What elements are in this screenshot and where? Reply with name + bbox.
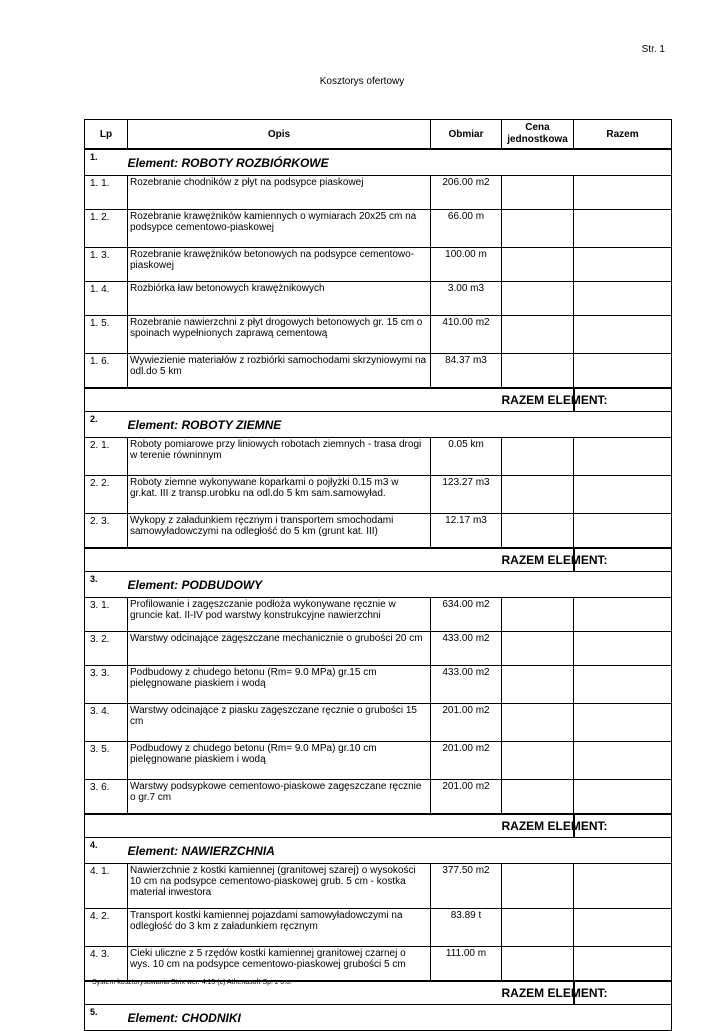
table-row [85,704,672,742]
table-row [85,780,672,815]
razem-label: RAZEM ELEMENT: [502,981,574,1005]
item-razem [574,354,672,389]
element-row [85,1005,672,1031]
item-obmiar: 201.00 m2 [431,742,502,780]
item-cena [502,909,574,947]
item-obmiar: 100.00 m [431,248,502,282]
item-obmiar: 111.00 m [431,947,502,982]
item-cena [502,514,574,549]
item-obmiar: 634.00 m2 [431,598,502,632]
table-row [85,514,672,549]
item-obmiar: 123.27 m3 [431,476,502,514]
item-razem [574,282,672,316]
item-obmiar: 433.00 m2 [431,666,502,704]
item-opis: Wywiezienie materiałów z rozbiórki samochodami skrzyniowymi na odl.do 5 km [128,354,431,389]
item-opis: Transport kostki kamiennej pojazdami samowyładowczymi na odległość do 3 km z załadunkiem ręcznym [128,909,431,947]
razem-label: RAZEM ELEMENT: [502,814,574,838]
element-row [85,838,672,864]
item-opis: Warstwy podsypkowe cementowo-piaskowe zagęszczane ręcznie o gr.7 cm [128,780,431,815]
item-cena [502,210,574,248]
item-opis: Warstwy odcinające zagęszczane mechanicznie o grubości 20 cm [128,632,431,666]
item-obmiar: 201.00 m2 [431,780,502,815]
item-opis: Rozebranie nawierzchni z płyt drogowych betonowych gr. 15 cm o spoinach wypełnionych zaprawą cementową [128,316,431,354]
footer-text: System kosztorysowania Strix wer. 4.15 (c) Athenasoft Sp. z o.o. [92,979,292,986]
item-razem [574,476,672,514]
item-razem [574,704,672,742]
element-name: Element: ROBOTY ZIEMNE [128,412,672,438]
element-number: 5. [85,1005,128,1031]
item-cena [502,704,574,742]
item-cena [502,780,574,815]
item-lp: 3. 6. [85,780,128,815]
item-lp: 2. 2. [85,476,128,514]
table-row [85,742,672,780]
item-cena [502,742,574,780]
item-razem [574,248,672,282]
table-row [85,282,672,316]
item-razem [574,909,672,947]
table-row [85,176,672,210]
razem-gap [85,814,502,838]
item-razem [574,864,672,909]
razem-element-row [85,548,672,572]
item-opis: Roboty ziemne wykonywane koparkami o pojłyżki 0.15 m3 w gr.kat. III z transp.urobku na odl.do 5 km sam.samowyład. [128,476,431,514]
element-row [85,149,672,176]
item-opis: Profilowanie i zagęszczanie podłoża wykonywane ręcznie w gruncie kat. II-IV pod warstwy konstrukcyjne nawierzchni [128,598,431,632]
item-cena [502,476,574,514]
element-number: 2. [85,412,128,438]
item-cena [502,864,574,909]
item-lp: 4. 3. [85,947,128,982]
item-razem [574,176,672,210]
element-row [85,412,672,438]
item-lp: 1. 1. [85,176,128,210]
item-lp: 3. 1. [85,598,128,632]
item-cena [502,438,574,476]
item-obmiar: 3.00 m3 [431,282,502,316]
element-number: 1. [85,149,128,176]
item-opis: Rozbiórka ław betonowych krawężnikowych [128,282,431,316]
item-cena [502,947,574,982]
item-lp: 3. 5. [85,742,128,780]
item-opis: Podbudowy z chudego betonu (Rm= 9.0 MPa) gr.15 cm pielęgnowane piaskiem i wodą [128,666,431,704]
table-row [85,316,672,354]
header-cena: Cena jednostkowa [502,120,574,150]
item-opis: Cieki uliczne z 5 rzędów kostki kamiennej granitowej czarnej o wys. 10 cm na podsypce cementowo-piaskowej grubości 5 cm [128,947,431,982]
item-lp: 1. 6. [85,354,128,389]
item-obmiar: 201.00 m2 [431,704,502,742]
header-obmiar: Obmiar [431,120,502,150]
item-razem [574,514,672,549]
table-row [85,438,672,476]
item-lp: 3. 3. [85,666,128,704]
item-obmiar: 84.37 m3 [431,354,502,389]
razem-label: RAZEM ELEMENT: [502,388,574,412]
item-cena [502,176,574,210]
item-obmiar: 66.00 m [431,210,502,248]
item-obmiar: 206.00 m2 [431,176,502,210]
item-obmiar: 433.00 m2 [431,632,502,666]
cost-estimate-table [84,119,672,1031]
item-lp: 3. 2. [85,632,128,666]
item-opis: Podbudowy z chudego betonu (Rm= 9.0 MPa) gr.10 cm pielęgnowane piaskiem i wodą [128,742,431,780]
razem-gap [85,388,502,412]
item-cena [502,632,574,666]
item-razem [574,742,672,780]
razem-gap [85,548,502,572]
item-cena [502,282,574,316]
item-razem [574,666,672,704]
item-cena [502,354,574,389]
table-row [85,632,672,666]
razem-label: RAZEM ELEMENT: [502,548,574,572]
item-razem [574,598,672,632]
element-name: Element: PODBUDOWY [128,572,672,598]
table-row [85,666,672,704]
element-number: 3. [85,572,128,598]
item-cena [502,248,574,282]
item-opis: Rozebranie krawężników betonowych na podsypce cementowo-piaskowej [128,248,431,282]
item-obmiar: 0.05 km [431,438,502,476]
item-razem [574,438,672,476]
item-lp: 1. 2. [85,210,128,248]
item-cena [502,598,574,632]
table-header-row [85,120,672,150]
header-opis: Opis [128,120,431,150]
item-opis: Roboty pomiarowe przy liniowych robotach ziemnych - trasa drogi w terenie równinnym [128,438,431,476]
header-razem: Razem [574,120,672,150]
item-razem [574,632,672,666]
item-opis: Rozebranie krawężników kamiennych o wymiarach 20x25 cm na podsypce cementowo-piaskowej [128,210,431,248]
item-lp: 4. 2. [85,909,128,947]
item-lp: 4. 1. [85,864,128,909]
item-razem [574,210,672,248]
item-obmiar: 410.00 m2 [431,316,502,354]
item-lp: 2. 3. [85,514,128,549]
item-lp: 1. 5. [85,316,128,354]
element-number: 4. [85,838,128,864]
table-row [85,598,672,632]
item-opis: Warstwy odcinające z piasku zagęszczane ręcznie o grubości 15 cm [128,704,431,742]
table-row [85,947,672,982]
item-razem [574,316,672,354]
item-lp: 1. 4. [85,282,128,316]
item-lp: 2. 1. [85,438,128,476]
table-row [85,476,672,514]
element-name: Element: ROBOTY ROZBIÓRKOWE [128,149,672,176]
item-opis: Wykopy z załadunkiem ręcznym i transportem smochodami samowyładowczymi na odległość do 5 km (grunt kat. III) [128,514,431,549]
table-row [85,354,672,389]
item-obmiar: 83.89 t [431,909,502,947]
item-obmiar: 12.17 m3 [431,514,502,549]
item-cena [502,666,574,704]
item-obmiar: 377.50 m2 [431,864,502,909]
table-row [85,864,672,909]
table-row [85,248,672,282]
element-row [85,572,672,598]
page-number: Str. 1 [641,44,665,55]
item-lp: 3. 4. [85,704,128,742]
razem-element-row [85,388,672,412]
item-cena [502,316,574,354]
element-name: Element: NAWIERZCHNIA [128,838,672,864]
item-razem [574,947,672,982]
item-opis: Rozebranie chodników z płyt na podsypce piaskowej [128,176,431,210]
item-razem [574,780,672,815]
document-title: Kosztorys ofertowy [319,76,405,87]
table-row [85,210,672,248]
header-lp: Lp [85,120,128,150]
item-lp: 1. 3. [85,248,128,282]
element-name: Element: CHODNIKI [128,1005,672,1031]
item-opis: Nawierzchnie z kostki kamiennej (granitowej szarej) o wysokości 10 cm na podsypce cementowo-piaskowej grub. 5 cm - kostka materiał inwestora [128,864,431,909]
razem-element-row [85,814,672,838]
table-row [85,909,672,947]
